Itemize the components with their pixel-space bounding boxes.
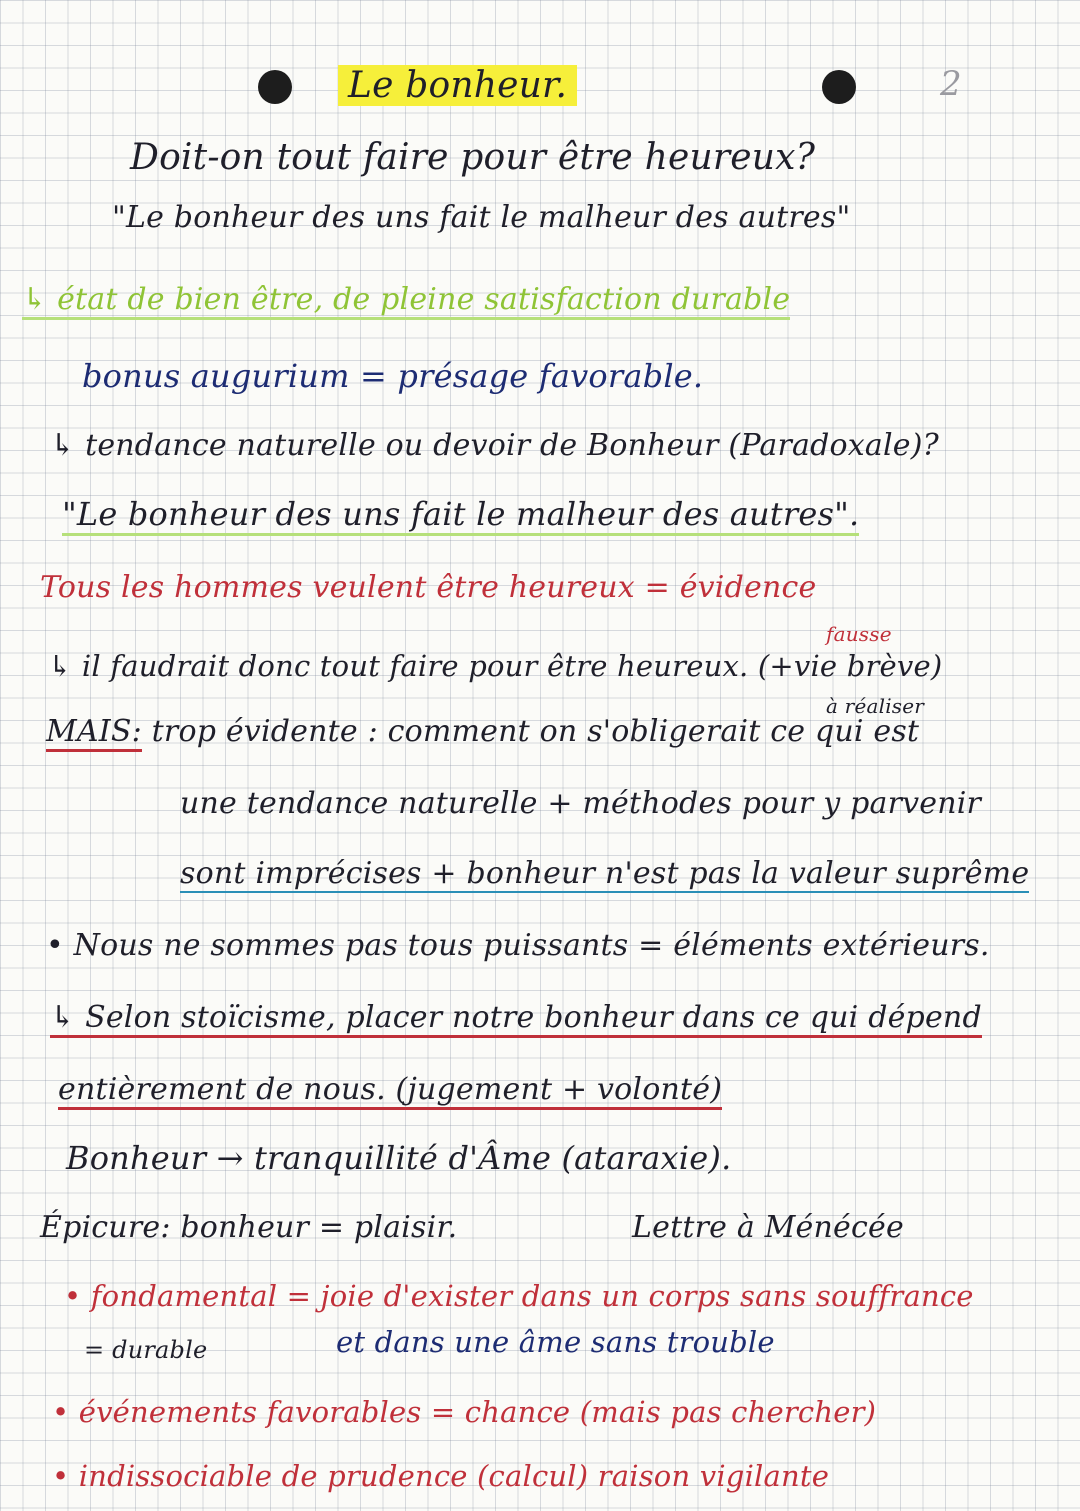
faudrait-line: ↳ il faudrait donc tout faire pour être heureux. (+vie brève) — [48, 649, 943, 683]
quote-line-2: "Le bonheur des uns fait le malheur des autres". — [62, 496, 859, 532]
etymology-line: bonus augurium = présage favorable. — [82, 357, 704, 395]
definition-line: ↳ état de bien être, de pleine satisfaction durable — [22, 282, 790, 318]
tendance-methodes-line: une tendance naturelle + méthodes pour y parvenir — [180, 786, 982, 821]
main-question: Doit-on tout faire pour être heureux? — [130, 137, 816, 178]
fausse-note: fausse — [826, 622, 892, 646]
entierement-line: entièrement de nous. (jugement + volonté) — [58, 1072, 722, 1108]
puissants-line: • Nous ne sommes pas tous puissants = éléments extérieurs. — [46, 928, 990, 963]
ame-line: et dans une âme sans trouble — [336, 1325, 775, 1359]
indissociable-line: • indissociable de prudence (calcul) raison vigilante — [52, 1459, 830, 1493]
page-title: Le bonheur. — [338, 64, 577, 108]
lettre-menecee: Lettre à Ménécée — [632, 1210, 904, 1245]
a-realiser-note: à réaliser — [826, 694, 925, 718]
page-number: 2 — [940, 64, 962, 104]
durable-note: = durable — [84, 1336, 208, 1364]
stoicisme-line: ↳ Selon stoïcisme, placer notre bonheur dans ce qui dépend — [50, 1000, 982, 1036]
binder-hole-left — [258, 70, 292, 104]
imprecises-line: sont imprécises + bonheur n'est pas la valeur suprême — [180, 856, 1030, 891]
epicure-line: Épicure: bonheur = plaisir. — [40, 1210, 458, 1245]
fondamental-line: • fondamental = joie d'exister dans un corps sans souffrance — [64, 1279, 974, 1313]
quote-line-1: "Le bonheur des uns fait le malheur des autres" — [112, 200, 851, 235]
evenements-line: • événements favorables = chance (mais pas chercher) — [52, 1395, 877, 1429]
binder-hole-right — [822, 70, 856, 104]
tranquillite-line: Bonheur → tranquillité d'Âme (ataraxie). — [66, 1139, 732, 1177]
hommes-line: Tous les hommes veulent être heureux = évidence — [40, 570, 817, 605]
tendance-line: ↳ tendance naturelle ou devoir de Bonheur (Paradoxale)? — [50, 428, 939, 463]
mais-line: MAIS: trop évidente : comment on s'obligerait ce qui est — [46, 714, 919, 750]
